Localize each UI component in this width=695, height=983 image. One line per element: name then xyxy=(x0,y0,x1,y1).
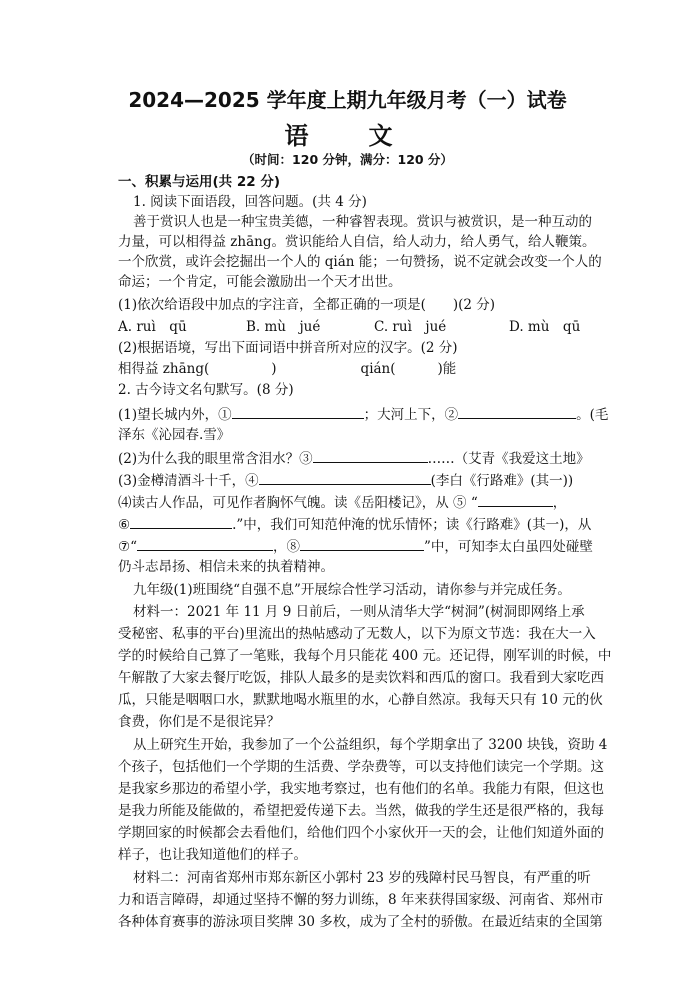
answer-blank-1[interactable] xyxy=(232,404,364,419)
dictation-text: (1)望长城内外，① xyxy=(118,407,232,423)
dictation-text: .”中，我们可知范仲淹的忧乐情怀；读《行路难》(其一)，从 xyxy=(232,517,592,533)
passage-line: 一个欣赏，或许会挖掘出一个人的 qián 能；一句赞扬，说不定就会改变一个人的 xyxy=(118,254,602,270)
passage-line: 力量，可以相得益 zhāng。赏识能给人自信，给人动力，给人勇气，给人鞭策。 xyxy=(118,234,596,250)
dictation-line-6 xyxy=(118,514,591,535)
dictation-line-4 xyxy=(118,470,573,491)
material-2-line: 各种体育赛事的游泳项目奖牌 30 多枚，成为了全村的骄傲。在最近结束的全国第 xyxy=(118,914,603,930)
material-1-line: 受秘密、私事的平台)里流出的热帖感动了无数人，以下为原文节选：我在大一入 xyxy=(118,626,596,642)
dictation-line-8: 仍斗志昂扬、相信未来的执着精神。 xyxy=(118,559,334,575)
material-1b-line: 从上研究生开始，我参加了一个公益组织，每个学期拿出了 3200 块钱，资助 4 xyxy=(133,737,608,753)
material-1-line: 学的时候给自己算了一笔账，我每个月只能花 400 元。还记得，刚军训的时候，中 xyxy=(118,648,612,664)
option-a: A. ruì qū xyxy=(118,319,187,335)
dictation-text: ⑥ xyxy=(118,517,131,533)
dictation-line-1 xyxy=(118,404,608,425)
material-1b-line: 是我力所能及能做的，希望把爱传递下去。当然，做我的学生还是很严格的，我每 xyxy=(118,803,604,819)
dictation-text: 。(毛 xyxy=(576,407,609,423)
fill-a-label: 相得益 zhāng( xyxy=(118,361,210,377)
fill-b-close: )能 xyxy=(437,361,457,377)
dictation-text: ”中，可知李太白虽四处碰壁 xyxy=(424,539,593,555)
answer-blank-7[interactable] xyxy=(137,536,273,551)
material-1-line: 瓜，只能是咽咽口水，默默地喝水瓶里的水，心静自然凉。我每天只有 10 元的伙 xyxy=(118,692,603,708)
answer-blank-6[interactable] xyxy=(130,514,232,529)
material-1b-line: 样子，也让我知道他们的样子。 xyxy=(118,847,307,863)
material-1b-line: 学期回家的时候都会去看他们，给他们四个小家伙开一天的会，让他们知道外面的 xyxy=(118,825,604,841)
option-d: D. mù qū xyxy=(509,319,581,335)
fill-a-close: ) xyxy=(271,361,277,377)
dictation-text: (2)为什么我的眼里常含泪水？③ xyxy=(118,451,313,467)
dictation-text: ；大河上下，② xyxy=(363,407,459,423)
exam-title: 2024—2025 学年度上期九年级月考（一）试卷 xyxy=(128,88,567,112)
material-1-line: 材料一：2021 年 11 月 9 日前后，一则从清华大学“树洞”(树洞即网络上承 xyxy=(133,604,585,620)
answer-blank-4[interactable] xyxy=(259,470,431,485)
answer-blank-2[interactable] xyxy=(458,404,576,419)
section-heading: 一、积累与运用(共 22 分) xyxy=(118,174,281,190)
dictation-text: ， xyxy=(552,495,567,511)
dictation-text: ，⑧ xyxy=(273,539,301,555)
material-1b-line: 个孩子，包括他们一个学期的生活费、学杂费等，可以支持他们读完一个学期。这 xyxy=(118,759,604,775)
material-1-line: 食费，你们是不是很诧异？ xyxy=(118,714,280,730)
question-2-prompt: 2. 古今诗文名句默写。(8 分) xyxy=(118,382,294,398)
answer-blank-5[interactable] xyxy=(478,492,553,507)
subject-title: 语 文 xyxy=(284,122,411,150)
options-row xyxy=(118,318,580,337)
dictation-line-2: 泽东《沁园春.雪》 xyxy=(118,427,231,443)
activity-intro: 九年级(1)班围绕“自强不息”开展综合性学习活动，请你参与并完成任务。 xyxy=(133,582,571,598)
dictation-text: ⑷读古人作品，可见作者胸怀气魄。读《岳阳楼记》，从 ⑤ “ xyxy=(118,495,478,511)
fill-row xyxy=(118,360,456,379)
answer-blank-3[interactable] xyxy=(313,448,428,463)
dictation-line-5 xyxy=(118,492,566,513)
dictation-line-3 xyxy=(118,448,590,469)
dictation-line-7 xyxy=(118,536,593,557)
fill-b-label: qián( xyxy=(360,361,396,377)
answer-blank-8[interactable] xyxy=(300,536,424,551)
dictation-text: (李白《行路难》(其一)) xyxy=(430,473,574,489)
question-1-sub2: (2)根据语境，写出下面词语中拼音所对应的汉字。(2 分) xyxy=(118,340,458,356)
material-1-line: 午解散了大家去餐厅吃饭，排队人最多的是卖饮料和西瓜的窗口。我看到大家吃西 xyxy=(118,670,604,686)
material-2-line: 材料二：河南省郑州市郑东新区小郭村 23 岁的残障村民马智良，有严重的听 xyxy=(133,870,591,886)
option-c: C. ruì jué xyxy=(374,319,447,335)
dictation-text: ……（艾青《我爱这土地》 xyxy=(427,451,590,467)
material-2-line: 力和语言障碍，却通过坚持不懈的努力训练，8 年来获得国家级、河南省、郑州市 xyxy=(118,892,604,908)
dictation-text: ⑦“ xyxy=(118,539,138,555)
question-1-sub1: (1)依次给语段中加点的字注音，全都正确的一项是( )(2 分) xyxy=(118,297,496,313)
passage-line: 善于赏识人也是一种宝贵美德，一种睿智表现。赏识与被赏识，是一种互动的 xyxy=(133,214,592,230)
passage-line: 命运；一个肯定，可能会激励出一个天才出世。 xyxy=(118,274,402,290)
exam-info: （时间：120 分钟，满分：120 分） xyxy=(242,152,453,167)
material-1b-line: 是我家乡那边的希望小学，我实地考察过，也有他们的名单。我能力有限，但这也 xyxy=(118,781,604,797)
dictation-text: (3)金樽清酒斗十千，④ xyxy=(118,473,259,489)
question-1-prompt: 1. 阅读下面语段，回答问题。(共 4 分) xyxy=(133,194,367,210)
option-b: B. mù jué xyxy=(246,319,321,335)
